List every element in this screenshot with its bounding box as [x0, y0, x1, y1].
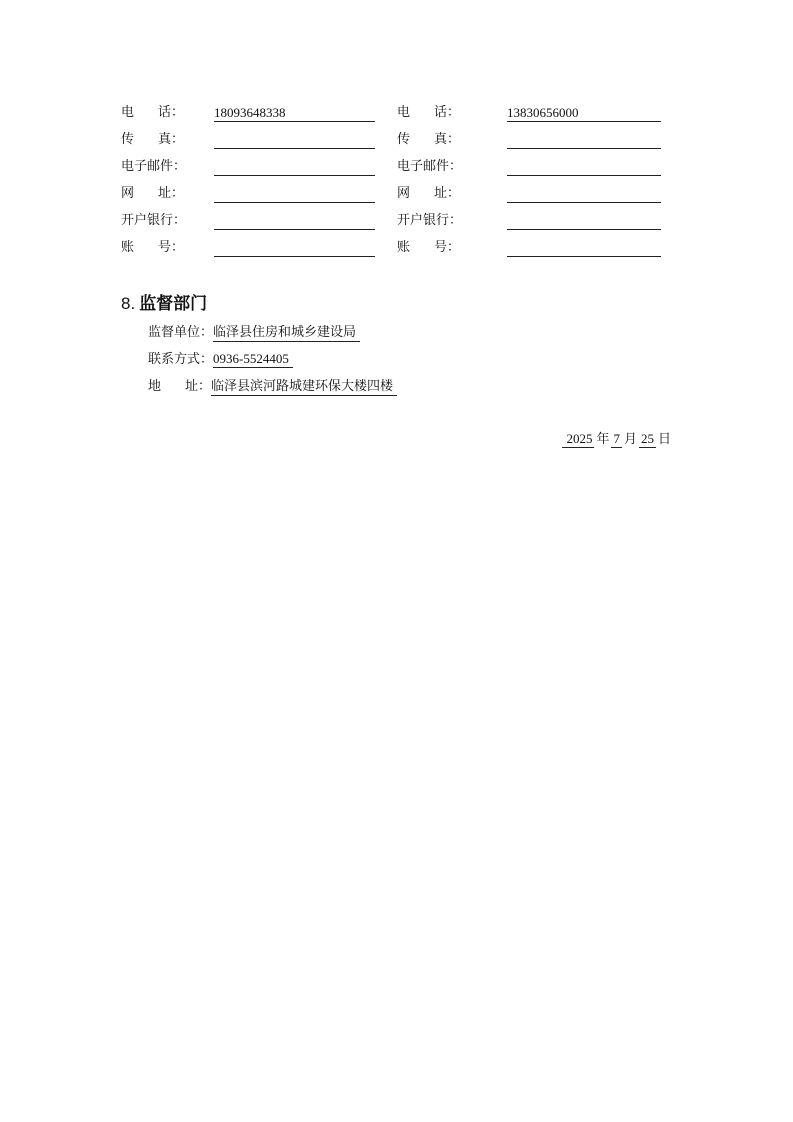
right-web-row: [397, 185, 667, 203]
supervision-contact-row: [148, 351, 293, 369]
supervision-unit-label: 监督单位：: [148, 325, 214, 340]
right-web-label: 网 址：: [397, 186, 461, 201]
right-bank-label: 开户银行：: [397, 213, 463, 228]
right-account-label: 账 号：: [397, 240, 461, 255]
section-title: 监督部门: [139, 294, 208, 314]
date-year: 2025: [562, 431, 594, 448]
right-account-row: [397, 239, 667, 257]
right-phone-row: [397, 104, 667, 122]
left-web-value: [214, 185, 375, 203]
left-fax-row: [121, 131, 381, 149]
left-bank-value: [214, 212, 375, 230]
left-email-row: [121, 158, 381, 176]
date-year-unit: 年: [596, 432, 610, 447]
left-account-label: 账 号：: [121, 240, 185, 255]
left-web-label: 网 址：: [121, 186, 185, 201]
right-email-label: 电子邮件：: [397, 159, 463, 174]
left-web-row: [121, 185, 381, 203]
right-fax-label: 传 真：: [397, 132, 461, 147]
right-phone-label: 电 话：: [397, 105, 461, 120]
right-email-value: [507, 158, 661, 176]
left-fax-value: [214, 131, 375, 149]
supervision-contact-value: 0936-5524405: [213, 351, 293, 368]
supervision-address-row: [148, 378, 397, 396]
right-bank-row: [397, 212, 667, 230]
left-account-value: [214, 239, 375, 257]
right-email-row: [397, 158, 667, 176]
left-account-row: [121, 239, 381, 257]
section-number: 8.: [121, 294, 136, 313]
left-phone-value: 18093648338: [214, 104, 375, 122]
supervision-contact-label: 联系方式：: [148, 352, 214, 367]
left-phone-label: 电 话：: [121, 105, 185, 120]
left-bank-row: [121, 212, 381, 230]
supervision-unit-row: [148, 324, 360, 342]
date-month-unit: 月: [623, 432, 637, 447]
supervision-address-label: 地 址：: [148, 379, 212, 394]
section-heading: [121, 293, 207, 315]
supervision-unit-value: 临泽县住房和城乡建设局: [213, 325, 360, 342]
right-bank-value: [507, 212, 661, 230]
right-web-value: [507, 185, 661, 203]
left-bank-label: 开户银行：: [121, 213, 187, 228]
supervision-address-value: 临泽县滨河路城建环保大楼四楼: [211, 379, 397, 396]
right-fax-value: [507, 131, 661, 149]
left-email-value: [214, 158, 375, 176]
left-phone-row: [121, 104, 381, 122]
right-phone-value: 13830656000: [507, 104, 661, 122]
date-day-unit: 日: [657, 432, 671, 447]
left-email-label: 电子邮件：: [121, 159, 187, 174]
left-fax-label: 传 真：: [121, 132, 185, 147]
date-day: 25: [640, 431, 654, 446]
right-fax-row: [397, 131, 667, 149]
document-date: [562, 431, 673, 449]
right-account-value: [507, 239, 661, 257]
date-month: 7: [613, 431, 620, 446]
